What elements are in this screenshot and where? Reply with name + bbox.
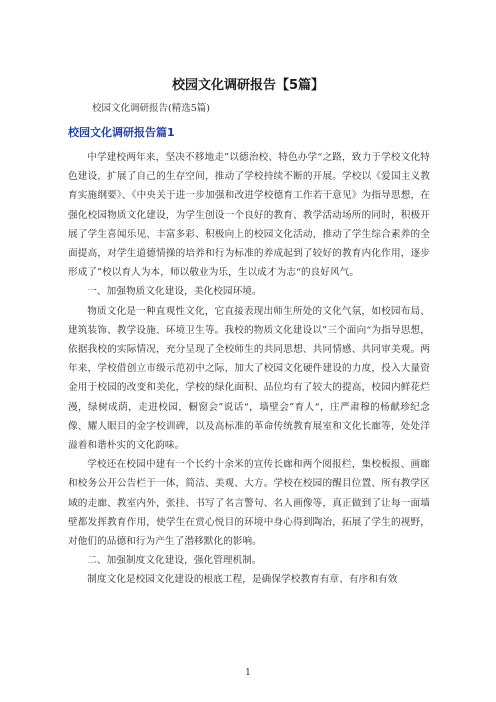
heading-physical-culture: 一、加强物质文化建设，美化校园环境。 bbox=[87, 286, 262, 298]
page-number: 1 bbox=[245, 668, 251, 678]
section-heading: 校园文化调研报告篇1 bbox=[68, 126, 175, 139]
document-title: 校园文化调研报告【5篇】 bbox=[171, 78, 325, 93]
paragraph-intro: 中学建校两年来，坚决不移地走”以德治校、特色办学“之路，致力于学校文化特色建设，扩展了自己的生存空间，推动了学校持续不断的开展。学校以《爱国主义教育实施纲要》、《中央关于进一步加强和改进学校德育工作若干意见》为指导思想，在强化校园物质文化建设，为学生创设一个良好的教育、教学活动场所的同时，积极开展了学生喜闻乐见、丰富多彩、积极向上的校园文化活动，推动了学生综合素养的全面提高，对学生道德情操的培养和行为标准的养成起到了较好的教育内化作用，逐步形成了”校以育人为本，师以敬业为乐，生以成才为志“的良好风气。 bbox=[68, 152, 430, 279]
paragraph-system-culture: 制度文化是校园文化建设的根底工程，是确保学校教育有章、有序和有效 bbox=[87, 574, 398, 586]
body-text bbox=[68, 148, 430, 590]
document-subtitle: 校园文化调研报告(精选5篇) bbox=[92, 103, 210, 114]
paragraph-campus-displays: 学校还在校园中建有一个长约十余米的宣传长廊和两个阅报栏，集校板报、画廊和校务公开公告栏于一体，简洁、美观、大方。学校在校园的醒目位置、所有教学区域的走廊、教室内外，张挂、书写了名言警句、名人画像等，真正做到了让每一面墙壁都发挥教育作用，使学生在赏心悦目的环境中身心得到陶冶，拓展了学生的视野，对他们的品德和行为产生了潜移默化的影响。 bbox=[68, 459, 430, 548]
paragraph-physical-culture: 物质文化是一种直观性文化，它直接表现出师生所处的文化气氛，如校园布局、建筑装饰、教学设施、环境卫生等。我校的物质文化建设以”三个面向“为指导思想，依据我校的实际情况，充分呈现了全校师生的共同思想、共同情感、共同审美观。两年来，学校借创立市级示范初中之际，加大了校园文化硬件建设的力度，投入大量资金用于校园的改变和美化，学校的绿化面积、品位均有了较大的提高，校园内鲜花烂漫，绿树成荫，走进校园，橱窗会”说话“，墙壁会”育人“，庄严肃穆的杨献珍纪念像、耀人眼目的金字校训碑，以及高标准的革命传统教育展室和文化长廊等，处处洋溢着和谐朴实的文化韵味。 bbox=[68, 305, 430, 452]
heading-system-culture: 二、加强制度文化建设，强化管理机制。 bbox=[87, 555, 262, 567]
